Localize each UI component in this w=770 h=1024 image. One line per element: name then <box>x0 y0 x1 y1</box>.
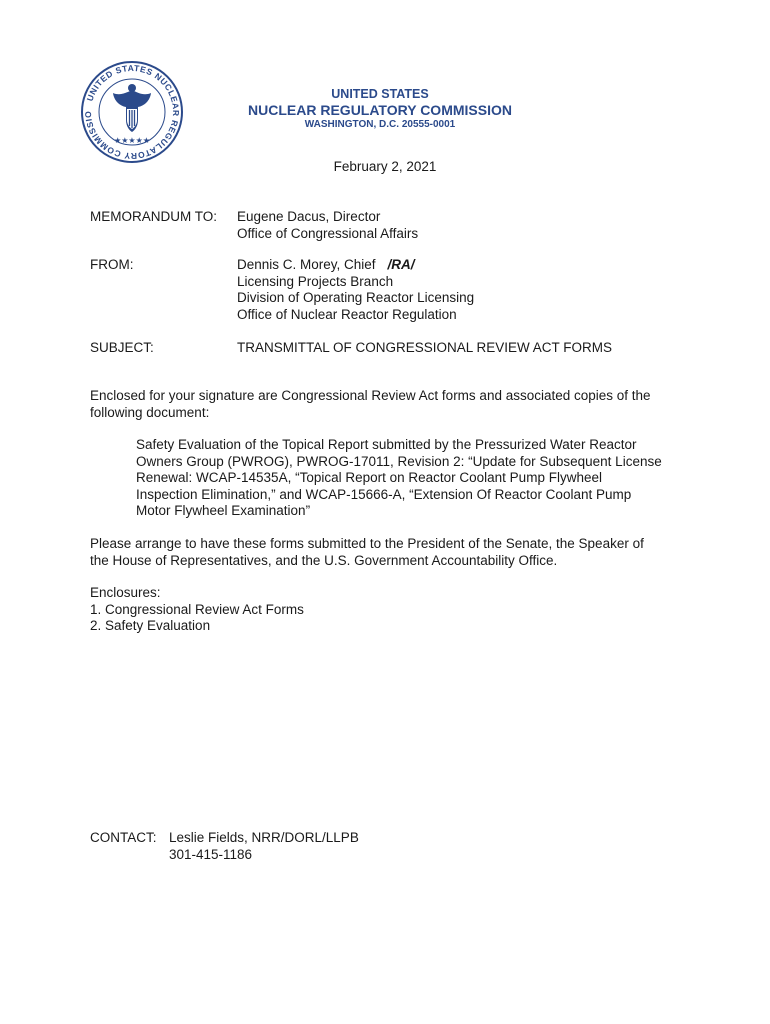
body-p2-line: the House of Representatives, and the U.S. Government Accountability Office. <box>90 552 558 568</box>
from-branch: Licensing Projects Branch <box>237 273 394 289</box>
document-reference-line: Safety Evaluation of the Topical Report submitted by the Pressurized Water Reactor <box>136 437 637 452</box>
from-label: FROM: <box>90 257 134 272</box>
letterhead-country: UNITED STATES <box>331 87 429 101</box>
letterhead-address: WASHINGTON, D.C. 20555-0001 <box>304 119 456 130</box>
subject-label: SUBJECT: <box>90 340 154 355</box>
body-paragraph-2 <box>90 536 690 569</box>
from-division: Division of Operating Reactor Licensing <box>237 290 475 305</box>
body-p2-line: Please arrange to have these forms submitted to the President of the Senate, the Speaker of <box>90 536 644 551</box>
contact-label: CONTACT: <box>90 830 157 845</box>
contact-name: Leslie Fields, NRR/DORL/LLPB <box>169 830 359 845</box>
from-name: Dennis C. Morey, Chief <box>237 257 376 272</box>
nrc-seal-logo <box>80 60 184 164</box>
enclosures-heading: Enclosures: <box>90 585 161 600</box>
memo-to-label: MEMORANDUM TO: <box>90 209 218 224</box>
from-block <box>237 257 474 323</box>
body-p1-line: Enclosed for your signature are Congressional Review Act forms and associated copies of the <box>90 388 651 403</box>
from-office: Office of Nuclear Reactor Regulation <box>237 306 457 322</box>
document-reference <box>136 437 696 520</box>
enclosure-item: 2. Safety Evaluation <box>90 618 211 633</box>
body-paragraph-1 <box>90 388 690 421</box>
signature-ra: /RA/ <box>387 257 415 272</box>
body-p1-line: following document: <box>90 404 210 420</box>
document-reference-line: Motor Flywheel Examination” <box>136 503 311 518</box>
contact-block <box>169 830 359 863</box>
document-reference-line: Owners Group (PWROG), PWROG-17011, Revision 2: “Update for Subsequent License <box>136 453 662 469</box>
enclosures-list <box>90 585 690 635</box>
document-reference-line: Renewal: WCAP-14535A, “Topical Report on Reactor Coolant Pump Flywheel <box>136 470 602 485</box>
letterhead-agency: NUCLEAR REGULATORY COMMISSION <box>248 102 512 118</box>
memo-date: February 2, 2021 <box>333 159 437 174</box>
document-reference-line: Inspection Elimination,” and WCAP-15666-A, “Extension Of Reactor Coolant Pump <box>136 486 632 502</box>
subject-value: TRANSMITTAL OF CONGRESSIONAL REVIEW ACT FORMS <box>237 340 613 355</box>
svg-text:★★★★★: ★★★★★ <box>114 136 150 145</box>
seal-ring-text: UNITED STATES NUCLEAR REGULATORY COMMISSIO <box>82 62 182 162</box>
enclosure-item: 1. Congressional Review Act Forms <box>90 601 304 617</box>
memo-to-name: Eugene Dacus, Director <box>237 209 381 224</box>
memo-to-office: Office of Congressional Affairs <box>237 225 419 241</box>
memo-to-block <box>237 209 418 242</box>
contact-phone: 301-415-1186 <box>169 846 253 862</box>
